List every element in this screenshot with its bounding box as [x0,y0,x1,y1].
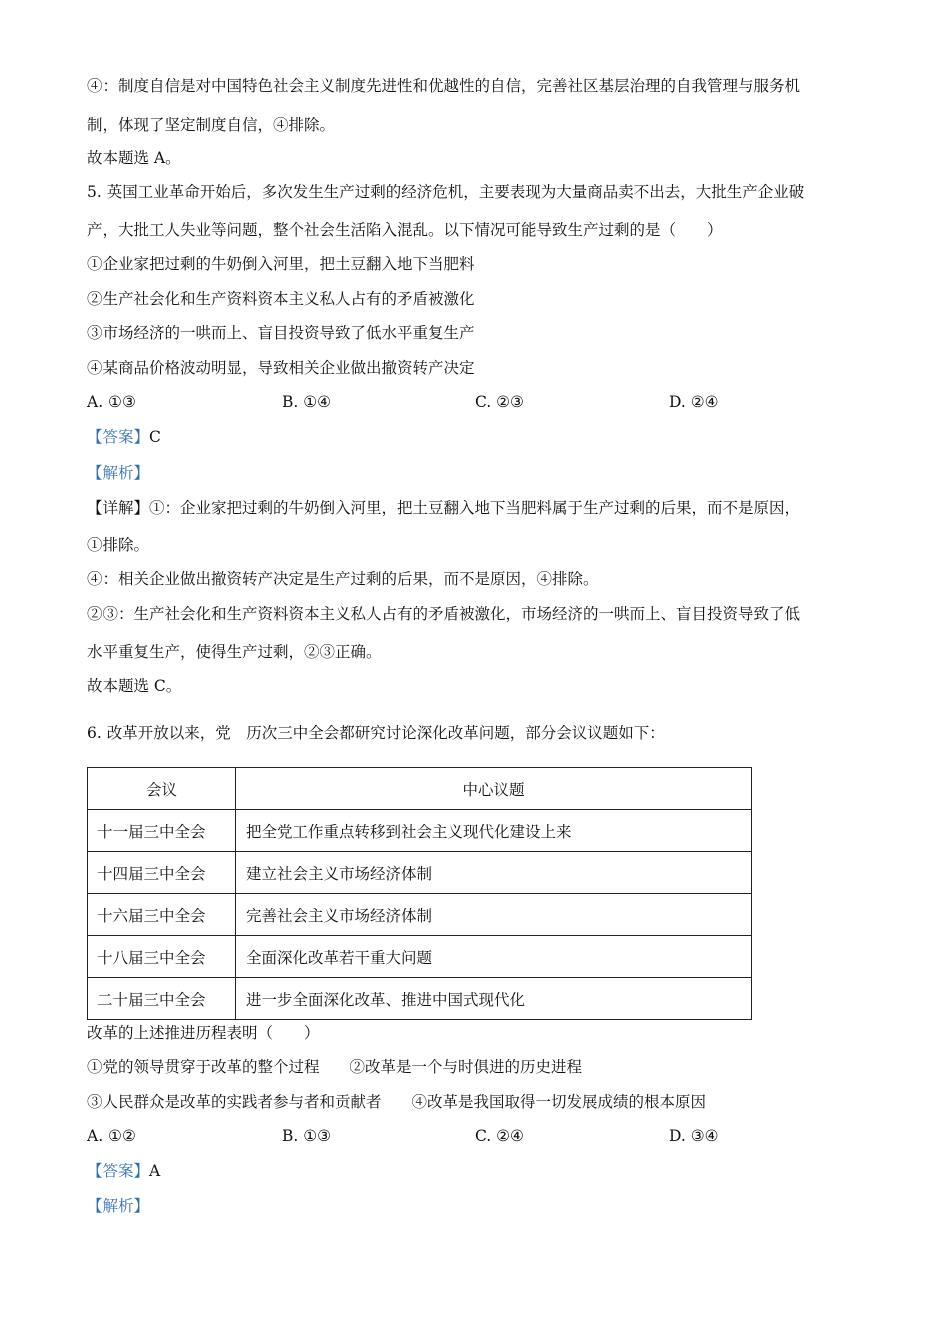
q5-detail-line [87,497,800,519]
q5-option-c: C. ②③ [475,393,524,411]
table-header-topic: 中心议题 [236,768,752,810]
table-row [88,894,752,936]
q6-item: ②改革是一个与时俱进的历史进程 [349,1058,583,1076]
table-row [88,852,752,894]
q5-conclusion: 故本题选 C。 [87,677,182,695]
q5-option-d: D. ②④ [669,393,719,411]
detail-tag: 【详解】 [87,499,150,517]
answer-tag: 【答案】 [87,1162,150,1180]
q6-question: 改革的上述推进历程表明（ ） [87,1024,320,1042]
q5-options [87,391,847,413]
q6-options [87,1125,847,1147]
answer-value: A [149,1162,161,1180]
q5-item: ②生产社会化和生产资料资本主义私人占有的矛盾被激化 [87,290,475,308]
table-cell-meeting: 二十届三中全会 [88,978,236,1020]
q6-item: ③人民群众是改革的实践者参与者和贡献者 [87,1093,382,1111]
q6-option-a: A. ①② [87,1127,136,1145]
q5-detail-line: ④：相关企业做出撤资转产决定是生产过剩的后果，而不是原因，④排除。 [87,570,599,588]
q6-items-row [87,1056,582,1078]
q5-answer [87,426,161,448]
q5-item: ④某商品价格波动明显，导致相关企业做出撤资转产决定 [87,359,475,377]
table-header-row [88,768,752,810]
q4-analysis-line: 制，体现了坚定制度自信，④排除。 [87,116,336,134]
table-cell-meeting: 十六届三中全会 [88,894,236,936]
q6-option-b: B. ①③ [282,1127,332,1145]
table-row [88,936,752,978]
q6-option-d: D. ③④ [669,1127,719,1145]
meeting-topics-table [87,767,752,1020]
q6-item: ①党的领导贯穿于改革的整个过程 [87,1058,320,1076]
q5-detail-line: ①排除。 [87,536,150,554]
q5-item: ③市场经济的一哄而上、盲目投资导致了低水平重复生产 [87,324,475,342]
table-header-meeting: 会议 [88,768,236,810]
q5-detail-line: 水平重复生产，使得生产过剩，②③正确。 [87,643,382,661]
answer-tag: 【答案】 [87,428,150,446]
q5-analysis-tag [87,462,149,484]
table-cell-topic: 全面深化改革若干重大问题 [236,936,752,978]
q5-detail-line: ②③：生产社会化和生产资料资本主义私人占有的矛盾被激化，市场经济的一哄而上、盲目投资导致了低 [87,605,801,623]
q4-conclusion: 故本题选 A。 [87,149,181,167]
table-cell-topic: 完善社会主义市场经济体制 [236,894,752,936]
q5-option-b: B. ①④ [282,393,332,411]
table-cell-topic: 把全党工作重点转移到社会主义现代化建设上来 [236,810,752,852]
analysis-tag: 【解析】 [87,464,150,482]
q6-answer [87,1160,160,1182]
answer-value: C [149,428,161,446]
table-cell-meeting: 十一届三中全会 [88,810,236,852]
table-cell-meeting: 十四届三中全会 [88,852,236,894]
q6-option-c: C. ②④ [475,1127,524,1145]
table-cell-meeting: 十八届三中全会 [88,936,236,978]
q5-item: ①企业家把过剩的牛奶倒入河里，把土豆翻入地下当肥料 [87,255,475,273]
table-cell-topic: 进一步全面深化改革、推进中国式现代化 [236,978,752,1020]
table-cell-topic: 建立社会主义市场经济体制 [236,852,752,894]
q6-stem: 6. 改革开放以来，党 历次三中全会都研究讨论深化改革问题，部分会议议题如下： [87,724,665,742]
table-row [88,810,752,852]
detail-text: ①：企业家把过剩的牛奶倒入河里，把土豆翻入地下当肥料属于生产过剩的后果，而不是原因， [149,499,801,517]
table-row [88,978,752,1020]
q5-option-a: A. ①③ [87,393,136,411]
q6-analysis-tag [87,1195,149,1217]
analysis-tag: 【解析】 [87,1197,150,1215]
q5-stem-line: 5. 英国工业革命开始后，多次发生生产过剩的经济危机，主要表现为大量商品卖不出去，大批生产企业破 [87,183,805,201]
q4-analysis-line: ④：制度自信是对中国特色社会主义制度先进性和优越性的自信，完善社区基层治理的自我管理与服务机 [87,77,801,95]
q6-item: ④改革是我国取得一切发展成绩的根本原因 [411,1093,707,1111]
q5-stem-line: 产，大批工人失业等问题，整个社会生活陷入混乱。以下情况可能导致生产过剩的是（ ） [87,221,723,239]
q6-items-row [87,1091,706,1113]
